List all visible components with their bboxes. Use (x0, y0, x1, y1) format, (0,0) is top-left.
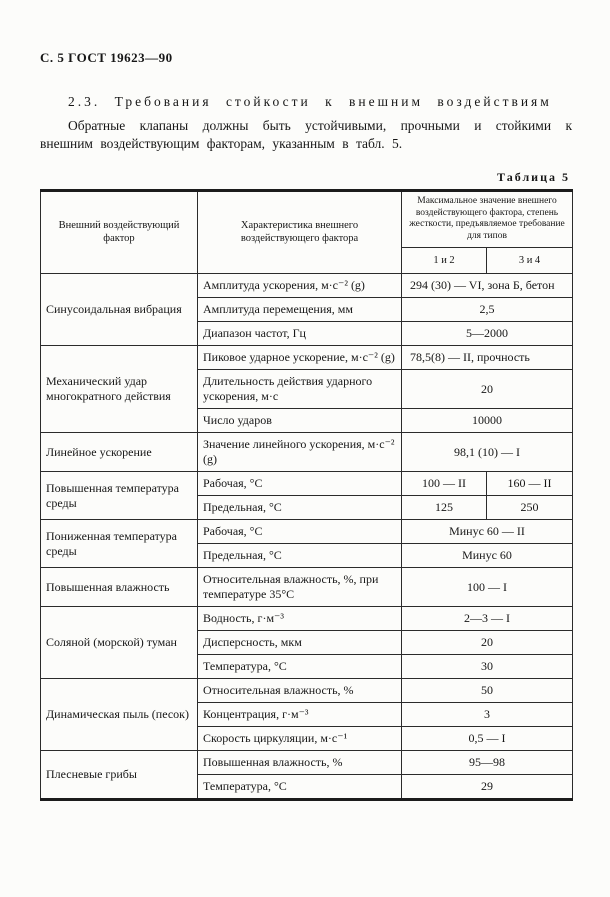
factor-cell: Пониженная температура среды (41, 520, 198, 568)
characteristic-cell: Скорость циркуляции, м·с⁻¹ (198, 727, 402, 751)
factor-cell: Повышенная влажность (41, 568, 198, 607)
col-header-characteristic: Характеристика внешнего воздействующего фактора (198, 190, 402, 274)
value-cell: 250 (487, 496, 573, 520)
factor-cell: Механический удар многократного действия (41, 346, 198, 433)
characteristic-cell: Число ударов (198, 409, 402, 433)
factor-cell: Динамическая пыль (песок) (41, 679, 198, 751)
value-cell: 10000 (402, 409, 573, 433)
table-header (41, 190, 573, 274)
value-cell: 100 — II (402, 472, 487, 496)
table-caption: Таблица 5 (497, 169, 570, 184)
factor-cell: Линейное ускорение (41, 433, 198, 472)
characteristic-cell: Рабочая, °С (198, 472, 402, 496)
characteristic-cell: Длительность действия ударного ускорения, м·с (198, 370, 402, 409)
characteristic-cell: Пиковое ударное ускорение, м·с⁻² (g) (198, 346, 402, 370)
characteristic-cell: Амплитуда перемещения, мм (198, 298, 402, 322)
value-cell: 20 (402, 370, 573, 409)
table-row (41, 568, 573, 607)
table-row (41, 433, 573, 472)
characteristic-cell: Относительная влажность, % (198, 679, 402, 703)
col-header-factor: Внешний воздействующий фактор (41, 190, 198, 274)
value-cell: 50 (402, 679, 573, 703)
characteristic-cell: Предельная, °С (198, 544, 402, 568)
table-row (41, 607, 573, 631)
value-cell: 3 (402, 703, 573, 727)
characteristic-cell: Диапазон частот, Гц (198, 322, 402, 346)
value-cell: 2—3 — I (402, 607, 573, 631)
characteristic-cell: Амплитуда ускорения, м·с⁻² (g) (198, 274, 402, 298)
characteristic-cell: Предельная, °С (198, 496, 402, 520)
table-row (41, 274, 573, 298)
factor-cell: Плесневые грибы (41, 751, 198, 800)
characteristic-cell: Температура, °С (198, 655, 402, 679)
characteristic-cell: Рабочая, °С (198, 520, 402, 544)
value-cell: 78,5(8) — II, прочность (402, 346, 573, 370)
value-cell: 2,5 (402, 298, 573, 322)
characteristic-cell: Повышенная влажность, % (198, 751, 402, 775)
table-row (41, 679, 573, 703)
characteristic-cell: Температура, °С (198, 775, 402, 800)
characteristic-cell: Дисперсность, мкм (198, 631, 402, 655)
value-cell: 95—98 (402, 751, 573, 775)
table-row (41, 520, 573, 544)
section-heading: 2.3. Требования стойкости к внешним воздействиям (68, 94, 552, 109)
page-header: С. 5 ГОСТ 19623—90 (40, 50, 173, 65)
table-5 (40, 189, 573, 802)
characteristic-cell: Концентрация, г·м⁻³ (198, 703, 402, 727)
table-row (41, 346, 573, 370)
header-row-1 (41, 190, 573, 248)
value-cell: 29 (402, 775, 573, 800)
value-cell: Минус 60 (402, 544, 573, 568)
characteristic-cell: Водность, г·м⁻³ (198, 607, 402, 631)
value-cell: 294 (30) — VI, зона Б, бетон (402, 274, 573, 298)
characteristic-cell: Относительная влажность, %, при температуре 35°С (198, 568, 402, 607)
col-subheader-types-1-2: 1 и 2 (402, 248, 487, 274)
factor-cell: Соляной (морской) туман (41, 607, 198, 679)
col-header-value: Максимальное значение внешнего воздействующего фактора, степень жесткости, предъявляемое требование для типов (402, 190, 573, 248)
factor-cell: Синусоидальная вибрация (41, 274, 198, 346)
factor-cell: Повышенная температура среды (41, 472, 198, 520)
value-cell: 5—2000 (402, 322, 573, 346)
value-cell: 30 (402, 655, 573, 679)
value-cell: Минус 60 — II (402, 520, 573, 544)
body-paragraph: Обратные клапаны должны быть устойчивыми, прочными и стойкими к внешним воздействующим факторам, указанным в табл. 5. (40, 118, 572, 152)
table-body (41, 274, 573, 800)
value-cell: 125 (402, 496, 487, 520)
characteristic-cell: Значение линейного ускорения, м·с⁻² (g) (198, 433, 402, 472)
value-cell: 98,1 (10) — I (402, 433, 573, 472)
table-row (41, 472, 573, 496)
col-subheader-types-3-4: 3 и 4 (487, 248, 573, 274)
value-cell: 20 (402, 631, 573, 655)
value-cell: 100 — I (402, 568, 573, 607)
value-cell: 160 — II (487, 472, 573, 496)
value-cell: 0,5 — I (402, 727, 573, 751)
table-row (41, 751, 573, 775)
